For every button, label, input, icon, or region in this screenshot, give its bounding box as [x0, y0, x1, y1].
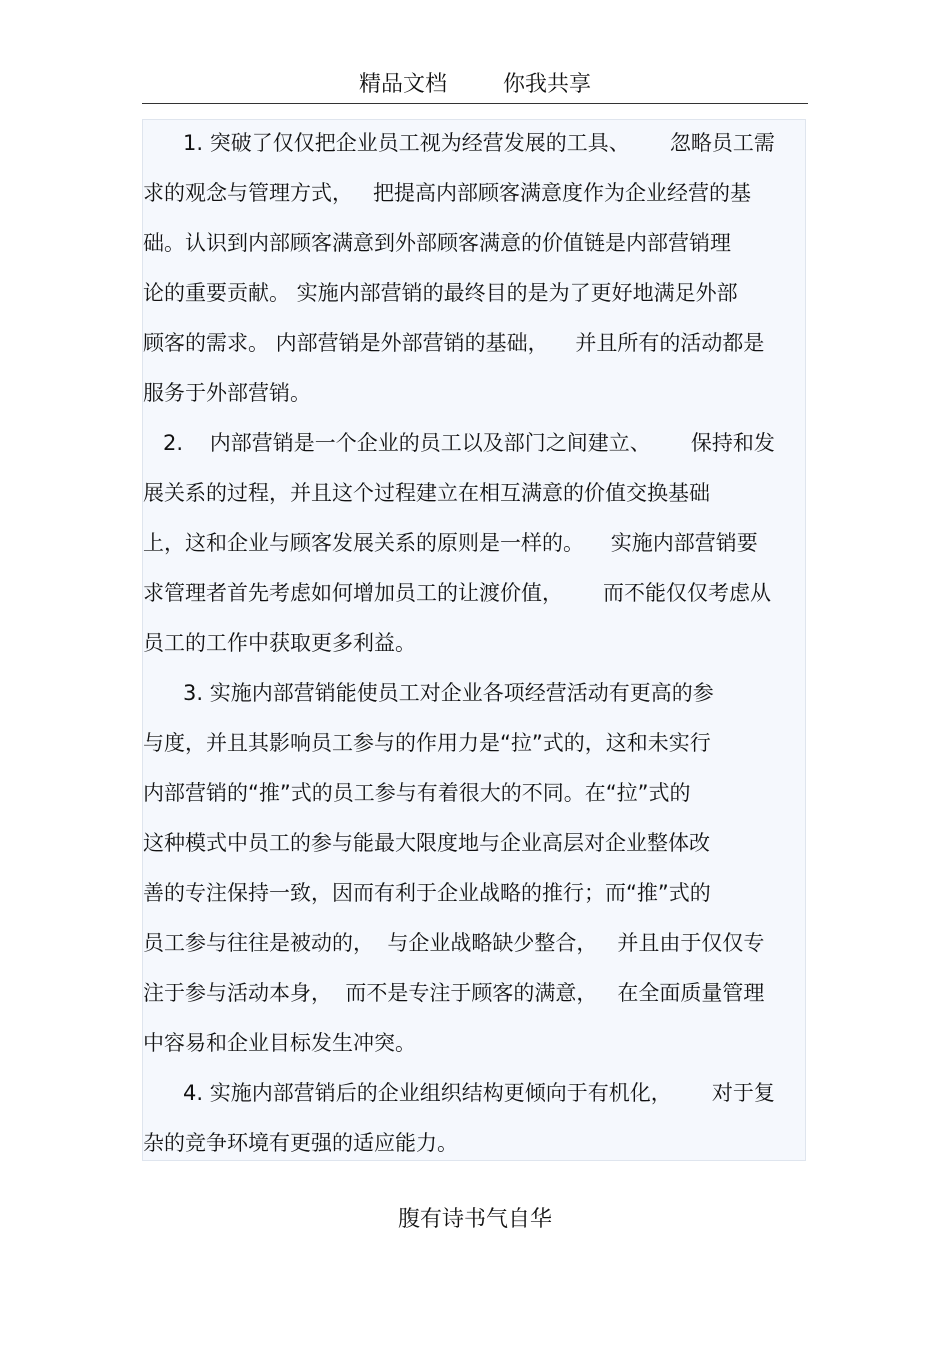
body-line: 顾客的需求。 内部营销是外部营销的基础， 并且所有的活动都是 — [143, 331, 765, 355]
body-line: 求管理者首先考虑如何增加员工的让渡价值， 而不能仅仅考虑从 — [143, 581, 772, 605]
header-rule — [142, 103, 808, 104]
body-line: 员工的工作中获取更多利益。 — [143, 631, 416, 655]
body-line: 与度，并且其影响员工参与的作用力是“拉”式的，这和未实行 — [143, 731, 711, 755]
body-line: 注于参与活动本身， 而不是专注于顾客的满意， 在全面质量管理 — [143, 981, 765, 1005]
body-line: 求的观念与管理方式， 把提高内部顾客满意度作为企业经营的基 — [143, 181, 752, 205]
body-line: 3. 实施内部营销能使员工对企业各项经营活动有更高的参 — [143, 681, 714, 705]
document-body — [142, 119, 806, 1161]
body-line: 善的专注保持一致，因而有利于企业战略的推行；而“推”式的 — [143, 881, 711, 905]
body-line: 杂的竞争环境有更强的适应能力。 — [143, 1131, 458, 1155]
body-line: 4. 实施内部营销后的企业组织结构更倾向于有机化， 对于复 — [143, 1081, 775, 1105]
body-line: 上，这和企业与顾客发展关系的原则是一样的。 实施内部营销要 — [143, 531, 758, 555]
header-right-text: 你我共享 — [503, 72, 592, 97]
body-line: 论的重要贡献。 实施内部营销的最终目的是为了更好地满足外部 — [143, 281, 738, 305]
body-line: 展关系的过程，并且这个过程建立在相互满意的价值交换基础 — [143, 481, 710, 505]
body-line: 础。认识到内部顾客满意到外部顾客满意的价值链是内部营销理 — [143, 231, 731, 255]
body-line: 中容易和企业目标发生冲突。 — [143, 1031, 416, 1055]
body-line: 1. 突破了仅仅把企业员工视为经营发展的工具、 忽略员工需 — [143, 131, 775, 155]
body-line: 服务于外部营销。 — [143, 381, 311, 405]
page-footer: 腹有诗书气自华 — [397, 1207, 552, 1232]
body-line: 2. 内部营销是一个企业的员工以及部门之间建立、 保持和发 — [143, 431, 775, 455]
body-line: 这种模式中员工的参与能最大限度地与企业高层对企业整体改 — [143, 831, 710, 855]
header-left-text: 精品文档 — [358, 72, 447, 97]
body-line: 内部营销的“推”式的员工参与有着很大的不同。在“拉”式的 — [143, 781, 691, 805]
body-line: 员工参与往往是被动的， 与企业战略缺少整合， 并且由于仅仅专 — [143, 931, 765, 955]
page-header — [142, 70, 808, 100]
